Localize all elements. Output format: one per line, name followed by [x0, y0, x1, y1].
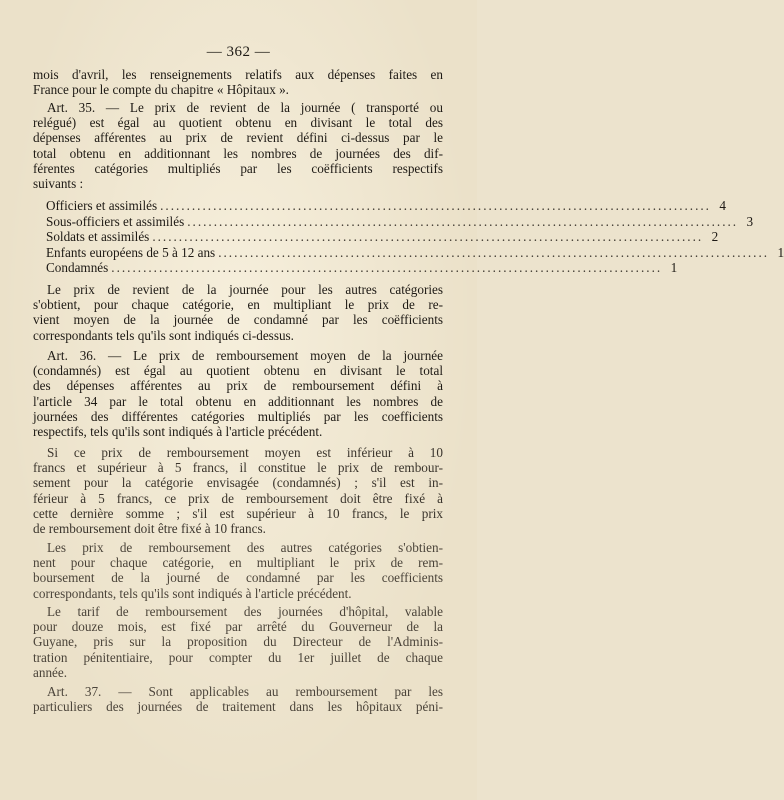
coefficient-label: Condamnés [46, 260, 109, 275]
coefficient-label: Officiers et assimilés [46, 198, 158, 213]
coefficient-value: 4 [719, 198, 726, 213]
text-line: respectifs, tels qu'ils sont indiqués à l'article précédent. [33, 424, 323, 440]
text-line: Art. 36. — Le prix de remboursement moyen de la journée [47, 348, 443, 363]
text-line: férentes catégories multipliés par les coëfficients respectifs [33, 160, 443, 176]
text-line: l'article 34 par le total obtenu en additionnant les nombres de [33, 393, 443, 409]
text-line: Le prix de revient de la journée pour les autres catégories [47, 282, 443, 297]
leader-dots: ........................................................................................................ [111, 260, 663, 275]
text-line: relégué) est égal au quotient obtenu en divisant le total des [33, 115, 443, 131]
leader-dots: ........................................................................................................ [187, 213, 739, 229]
paragraph-art-35 [33, 100, 443, 191]
text-line: boursement de la journé de condamné par les coefficients [33, 570, 443, 586]
coefficient-label: Enfants européens de 5 à 12 ans [46, 244, 216, 260]
text-line: journées des différentes catégories multipliés par les coefficients [33, 408, 443, 424]
text-line: Les prix de remboursement des autres catégories s'obtien- [47, 540, 443, 555]
text-line: suivants : [33, 176, 84, 192]
coefficient-row [46, 213, 754, 230]
paragraph-autres-categories [33, 540, 443, 601]
text-line: France pour le compte du chapitre « Hôpitaux ». [33, 82, 289, 98]
text-line: Le tarif de remboursement des journées d'hôpital, valable [47, 604, 443, 619]
coefficient-row [46, 260, 678, 276]
text-line: particuliers des journées de traitement dans les hôpitaux péni- [33, 699, 443, 715]
text-line: dépenses afférentes au prix de revient défini ci-dessus par le [33, 130, 443, 146]
paragraph-si-ce-prix [33, 445, 443, 536]
coefficient-value: 2 [711, 229, 719, 244]
coefficient-value: 1 [777, 244, 784, 260]
paragraph-art-37 [33, 684, 443, 714]
text-line: Art. 37. — Sont applicables au remboursement par les [47, 684, 443, 699]
coefficient-row [46, 229, 719, 245]
text-line: (condamnés) est égal au quotient obtenu en divisant le total [33, 363, 443, 379]
text-line: francs et supérieur à 5 francs, il constitue le prix de rembour- [33, 460, 443, 476]
text-line: mois d'avril, les renseignements relatifs aux dépenses faites en [33, 67, 443, 82]
text-line: correspondants, tels qu'ils sont indiqués à l'article précédent. [33, 585, 352, 601]
text-line: Art. 35. — Le prix de revient de la journée ( transporté ou [47, 100, 443, 115]
text-line: nent pour chaque catégorie, en multipliant le prix de rem- [33, 555, 443, 571]
text-line: sement pour la catégorie envisagée (condamnés) ; s'il est in- [33, 475, 443, 491]
text-line: correspondants tels qu'ils sont indiqués ci-dessus. [33, 327, 294, 343]
coefficient-row [46, 198, 726, 214]
text-line: Si ce prix de remboursement moyen est inférieur à 10 [47, 445, 443, 460]
text-line: cette dernière somme ; s'il est supérieur à 10 francs, le prix [33, 505, 443, 521]
leader-dots: ........................................................................................................ [160, 198, 711, 213]
paragraph-prix-revient [33, 282, 443, 343]
coefficient-list [46, 198, 784, 276]
leader-dots: ........................................................................................................ [218, 244, 770, 260]
leader-dots: ........................................................................................................ [152, 229, 704, 244]
text-line: vient moyen de la journée de condamné par les coëfficients [33, 312, 443, 328]
text-line: s'obtient, pour chaque catégorie, en multipliant le prix de re- [33, 297, 443, 313]
text-line: de remboursement doit être fixé à 10 francs. [33, 521, 266, 537]
text-line: pour douze mois, est fixé par arrêté du Gouverneur de la [33, 619, 443, 635]
text-line: Guyane, pris sur la proposition du Directeur de l'Adminis- [33, 634, 443, 650]
text-line: férieur à 5 francs, ce prix de remboursement doit être fixé à [33, 490, 443, 506]
paragraph-tarif [33, 604, 443, 680]
paragraph-art-36 [33, 348, 443, 439]
page-number: — 362 — [206, 44, 271, 60]
text-line: tration pénitentiaire, pour compter du 1er juillet de chaque [33, 649, 443, 665]
text-line: année. [33, 664, 68, 680]
coefficient-label: Sous-officiers et assimilés [46, 213, 185, 229]
text-line: des dépenses afférentes au prix de remboursement défini à [33, 378, 443, 394]
coefficient-row [46, 244, 784, 261]
text-line: total obtenu en additionnant les nombres de journées des dif- [33, 145, 443, 161]
coefficient-value: 3 [746, 213, 754, 229]
paragraph-continuation [33, 67, 443, 97]
coefficient-label: Soldats et assimilés [46, 229, 150, 244]
coefficient-value: 1 [670, 260, 678, 275]
